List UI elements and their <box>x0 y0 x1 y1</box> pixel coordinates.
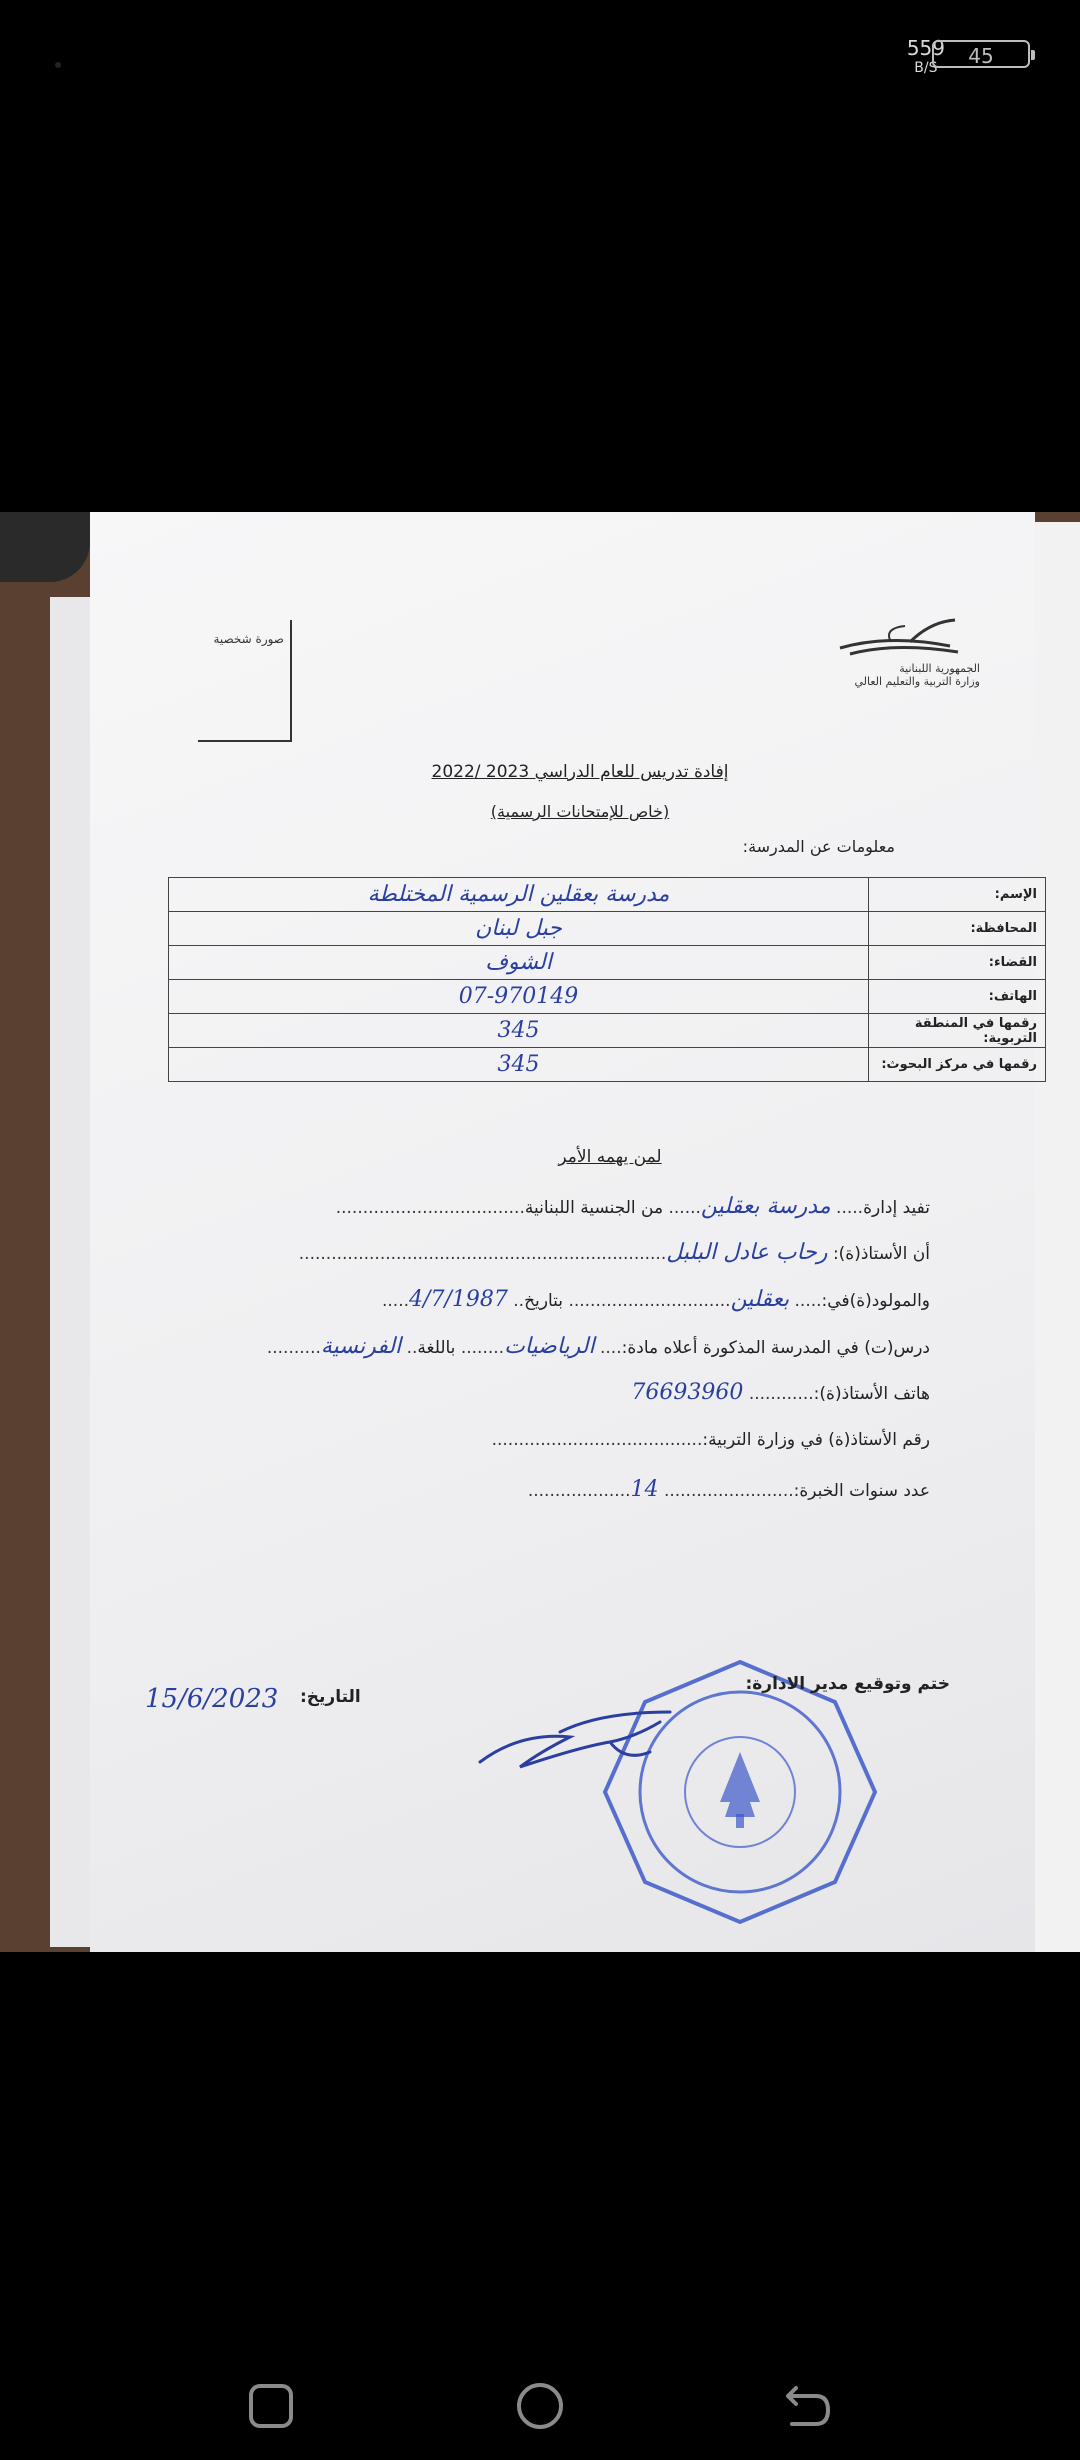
line-label: عدد سنوات الخبرة: <box>793 1481 930 1501</box>
table-row <box>169 1014 1046 1048</box>
battery-level: 45 <box>968 44 994 68</box>
line-label: من الجنسية اللبنانية <box>524 1198 664 1218</box>
handwritten-birthdate: 4/7/1987 <box>409 1287 508 1312</box>
document-photo[interactable] <box>0 512 1080 1952</box>
book-logo-icon <box>830 612 970 662</box>
table-row <box>169 946 1046 980</box>
line-administration: تفيد إدارة..... مدرسة بعقلين...... من الجنسية اللبنانية................................... <box>335 1194 930 1219</box>
row-value: جبل لبنان <box>169 912 869 946</box>
table-row <box>169 878 1046 912</box>
status-bar <box>0 0 1080 90</box>
handwritten-experience: 14 <box>630 1477 659 1502</box>
line-ministry-number: رقم الأستاذ(ة) في وزارة التربية:....................................... <box>491 1430 930 1450</box>
line-phone: هاتف الأستاذ(ة):............ 76693960 <box>631 1380 930 1405</box>
row-label: القضاء: <box>869 946 1046 980</box>
line-label: رقم الأستاذ(ة) في وزارة التربية: <box>702 1430 930 1450</box>
line-label: بتاريخ <box>524 1291 564 1311</box>
school-info-label: معلومات عن المدرسة: <box>742 837 895 856</box>
row-label: رقمها في مركز البحوث: <box>869 1048 1046 1082</box>
handwritten-date: 15/6/2023 <box>145 1684 279 1714</box>
certificate-paper <box>90 512 1035 1952</box>
row-value: مدرسة بعقلين الرسمية المختلطة <box>169 878 869 912</box>
line-label: باللغة <box>417 1338 456 1358</box>
line-birth: والمولود(ة)في:..... بعقلين.............................. بتاريخ.. 4/7/1987..... <box>382 1287 930 1312</box>
home-icon[interactable] <box>514 2380 566 2432</box>
line-label: والمولود(ة)في: <box>821 1291 930 1311</box>
recent-apps-icon[interactable] <box>245 2380 297 2432</box>
row-label: الهاتف: <box>869 980 1046 1014</box>
row-value: 07-970149 <box>169 980 869 1014</box>
photo-label: صورة شخصية <box>213 632 284 646</box>
line-label: هاتف الأستاذ(ة): <box>813 1384 930 1404</box>
line-label: درس(ت) في المدرسة المذكورة أعلاه مادة: <box>621 1338 930 1358</box>
school-info-table <box>168 877 1046 1082</box>
handwritten-language: الفرنسية <box>320 1334 402 1359</box>
table-row <box>169 912 1046 946</box>
line-experience: عدد سنوات الخبرة:........................ 14................... <box>527 1477 930 1502</box>
row-value: 345 <box>169 1048 869 1082</box>
handwritten-school: مدرسة بعقلين <box>700 1194 831 1219</box>
line-subject: درس(ت) في المدرسة المذكورة أعلاه مادة:.... الرياضيات........ باللغة.. الفرنسية.......... <box>266 1334 930 1359</box>
to-whom-heading: لمن يهمه الأمر <box>558 1147 662 1167</box>
net-speed-unit: B/S <box>914 60 938 76</box>
line-teacher: أن الأستاذ(ة): رحاب عادل البلبل.................................................................... <box>298 1240 930 1265</box>
date-label: التاريخ: <box>300 1687 361 1707</box>
handwritten-subject: الرياضيات <box>504 1334 595 1359</box>
notification-dot <box>55 62 61 68</box>
table-row <box>169 980 1046 1014</box>
desk-background <box>0 512 90 582</box>
net-speed-value: 559 <box>906 36 945 60</box>
row-label: رقمها في المنطقة التربوية: <box>869 1014 1046 1048</box>
battery-icon <box>932 40 1030 68</box>
handwritten-phone: 76693960 <box>631 1380 744 1405</box>
row-label: الإسم: <box>869 878 1046 912</box>
row-value: الشوف <box>169 946 869 980</box>
handwritten-teacher-name: رحاب عادل البلبل <box>666 1240 828 1265</box>
logo-line-1: الجمهورية اللبنانية <box>899 662 980 675</box>
document-subtitle: (خاص للإمتحانات الرسمية) <box>490 802 670 821</box>
paper-stack-left <box>50 597 90 1947</box>
logo-line-2: وزارة التربية والتعليم العالي <box>854 675 980 688</box>
table-row <box>169 1048 1046 1082</box>
navigation-bar <box>0 2330 1080 2460</box>
personal-photo-box <box>198 620 292 742</box>
row-label: المحافظة: <box>869 912 1046 946</box>
sign-label: ختم وتوقيع مدير الادارة: <box>745 1674 950 1694</box>
back-icon[interactable] <box>782 2380 834 2432</box>
row-value: 345 <box>169 1014 869 1048</box>
line-label: أن الأستاذ(ة): <box>832 1244 930 1264</box>
line-label: تفيد إدارة <box>863 1198 930 1218</box>
ministry-logo <box>780 612 980 688</box>
handwritten-birthplace: بعقلين <box>730 1287 790 1312</box>
document-title: إفادة تدريس للعام الدراسي 2023 /2022 <box>431 762 729 782</box>
principal-signature <box>460 1692 700 1782</box>
